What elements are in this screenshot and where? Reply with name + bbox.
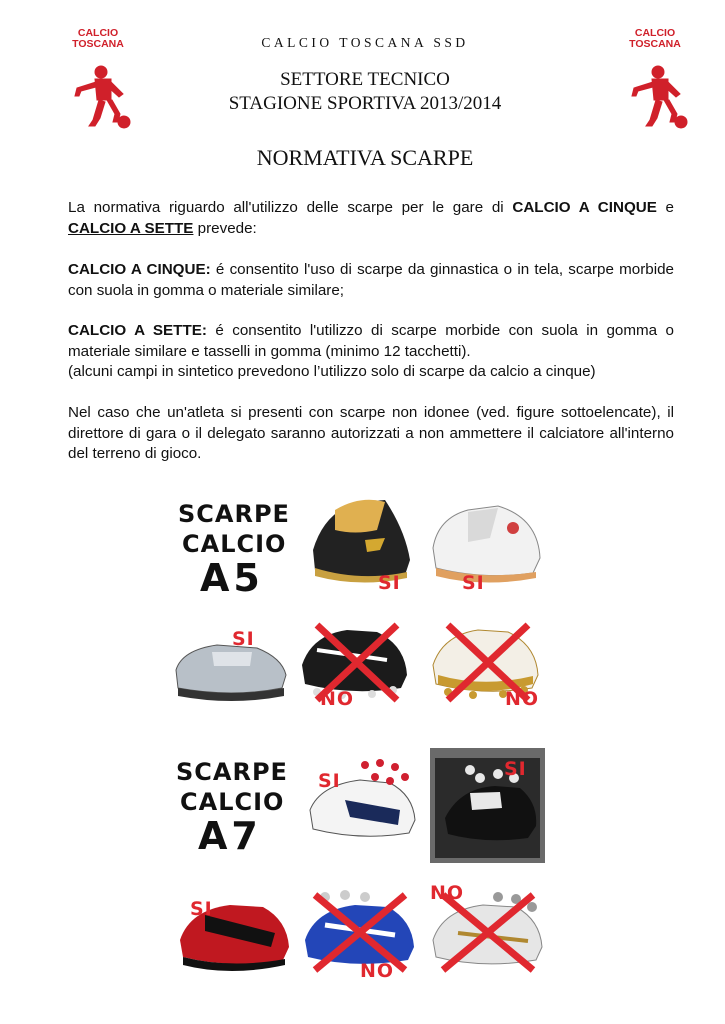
a7-label: CALCIO A SETTE: xyxy=(68,322,207,339)
a7-boot3-yes-label: SI xyxy=(190,898,213,920)
soccer-player-icon xyxy=(55,22,141,132)
logo-left xyxy=(55,22,141,132)
logo-right xyxy=(612,22,698,132)
turf-shoe-image xyxy=(172,630,290,705)
studded-boot-crossed-image xyxy=(297,620,412,710)
a5-boot1-no-label: NO xyxy=(320,688,355,710)
closing-paragraph: Nel caso che un'atleta si presenti con scarpe non idonee (ved. figure sottoelencate), il direttore di gara o il delegato saranno autorizzati a non ammettere il calciatore all'interno del terreno di gioco. xyxy=(68,404,674,462)
a5-heading-line1: SCARPE xyxy=(178,500,290,528)
a5-paragraph xyxy=(68,260,674,301)
a5-boot2-no-label: NO xyxy=(505,688,540,710)
a5-turf-yes-label: SI xyxy=(232,628,255,650)
page-title: NORMATIVA SCARPE xyxy=(256,145,474,170)
a7-paragraph xyxy=(68,321,674,362)
intro-text: La normativa riguardo all'utilizzo delle scarpe per le gare di xyxy=(68,199,513,216)
organization-name: CALCIO TOSCANA SSD xyxy=(261,35,469,50)
a5-label: CALCIO A CINQUE: xyxy=(68,261,211,278)
a7-boot4-no-label: NO xyxy=(360,960,395,982)
a7-heading-line1: SCARPE xyxy=(176,758,288,786)
intro-paragraph xyxy=(68,198,674,239)
logo-right-line1: CALCIO xyxy=(634,27,676,39)
a7-heading-line3: A7 xyxy=(198,814,262,858)
a7-heading-line2: CALCIO xyxy=(180,788,285,816)
boot-in-box-image xyxy=(430,748,545,863)
intro-calcio-a-cinque: CALCIO A CINQUE xyxy=(512,199,657,216)
blue-boot-crossed-image xyxy=(300,885,418,980)
intro-calcio-a-sette: CALCIO A SETTE xyxy=(68,219,194,237)
intro-conjunction: e xyxy=(656,199,674,216)
a5-heading-line2: CALCIO xyxy=(182,530,287,558)
a5-text: é consentito l'uso di scarpe da ginnastica o in tela, scarpe morbide con suola in gomma o materiale similare; xyxy=(68,261,674,299)
a7-boot1-yes-label: SI xyxy=(318,770,341,792)
a7-text: é consentito l'utilizzo di scarpe morbide con suola in gomma o materiale similare e tasselli in gomma (minimo 12 tacchetti). xyxy=(68,322,674,360)
season: STAGIONE SPORTIVA 2013/2014 xyxy=(228,93,502,114)
a5-shoe2-yes-label: SI xyxy=(462,572,485,594)
soccer-player-icon xyxy=(612,22,698,132)
white-sneaker-image xyxy=(428,498,543,588)
logo-left-line2: TOSCANA xyxy=(72,38,124,50)
a7-boot5-no-label: NO xyxy=(430,882,465,904)
a5-shoe1-yes-label: SI xyxy=(378,572,401,594)
logo-left-line1: CALCIO xyxy=(77,27,119,39)
a5-heading-line3: A5 xyxy=(200,556,264,600)
logo-right-line2: TOSCANA xyxy=(629,38,681,50)
a7-note: (alcuni campi in sintetico prevedono l’utilizzo solo di scarpe da calcio a cinque) xyxy=(68,363,596,380)
department: SETTORE TECNICO xyxy=(280,69,450,90)
a7-boot2-yes-label: SI xyxy=(504,758,527,780)
intro-end: prevede: xyxy=(193,219,257,237)
